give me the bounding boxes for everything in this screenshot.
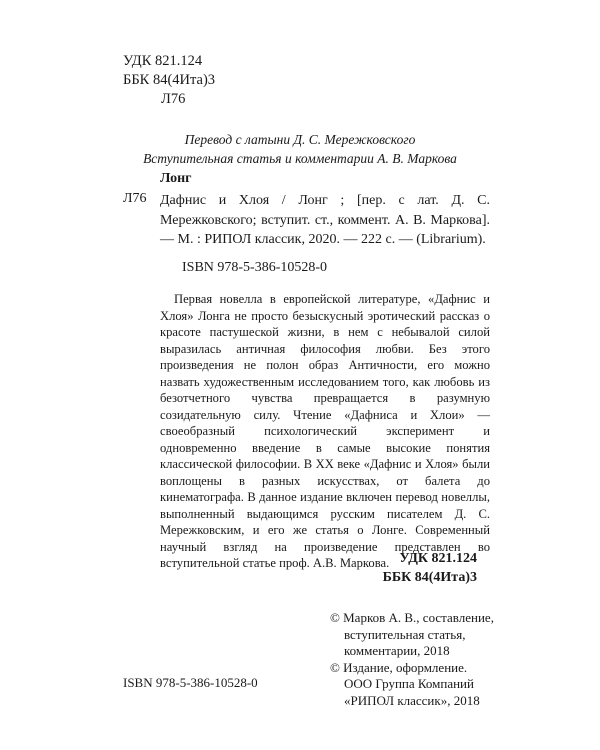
bibliography-code: Л76	[123, 191, 147, 206]
copyright-block	[330, 610, 500, 709]
isbn-top: ISBN 978-5-386-10528-0	[182, 260, 328, 275]
article-credit: Вступительная статья и комментарии А. В. Маркова	[143, 151, 457, 166]
classification-codes-right	[383, 549, 477, 587]
copyright-line: вступительная статья,	[344, 626, 466, 642]
classification-codes	[123, 52, 215, 109]
bibliography-entry: Дафнис и Хлоя / Лонг ; [пер. с лат. Д. С. Мережковского; вступит. ст., коммент. А. В. Маркова]. — М. : РИПОЛ классик, 2020. — 222 с. — (Librarium).	[160, 193, 490, 247]
bbk-code: ББК 84(4Ита)3	[123, 72, 216, 88]
isbn-bottom: ISBN 978-5-386-10528-0	[123, 675, 258, 690]
abstract-paragraph: Первая новелла в европейской литературе, «Дафнис и Хлоя» Лонга не просто безыскусный эротический рассказ о красоте пастушеской жизни, в нем с небывалой силой выразилась античная философия любви. Без этого произведения не полон образ Античности, его можно назвать художественным исследованием того, как любовь из безотчетного чувства превращается в разумную созидательную силу. Чтение «Дафниса и Хлои» — своеобразный психологический эксперимент и одновременно введение в самые высокие понятия классической философии. В XX веке «Дафнис и Хлоя» были воплощены в разных искусствах, от балета до кинематографа. В данное издание включен перевод новеллы, выполненный выдающимся русским писателем Д. С. Мережковским, и его же статья о Лонге. Современный научный взгляд на произведение представлен во вступительной статье проф. А.В. Маркова.	[160, 292, 490, 570]
copyright-line: © Издание, оформление.	[330, 659, 468, 675]
copyright-line: «РИПОЛ классик», 2018	[344, 692, 480, 708]
udk-code: УДК 821.124	[123, 53, 203, 69]
copyright-line: ООО Группа Компаний	[344, 676, 474, 691]
copyright-line: © Марков А. В., составление,	[330, 610, 494, 625]
translation-credit: Перевод с латыни Д. С. Мережковского	[184, 132, 416, 147]
bibliography-author: Лонг	[160, 171, 192, 186]
bbk-code-right: ББК 84(4Ита)3	[382, 570, 477, 585]
author-mark: Л76	[161, 91, 186, 107]
credits	[100, 130, 500, 168]
copyright-line: комментарии, 2018	[344, 643, 450, 658]
udk-code-right: УДК 821.124	[399, 551, 477, 566]
